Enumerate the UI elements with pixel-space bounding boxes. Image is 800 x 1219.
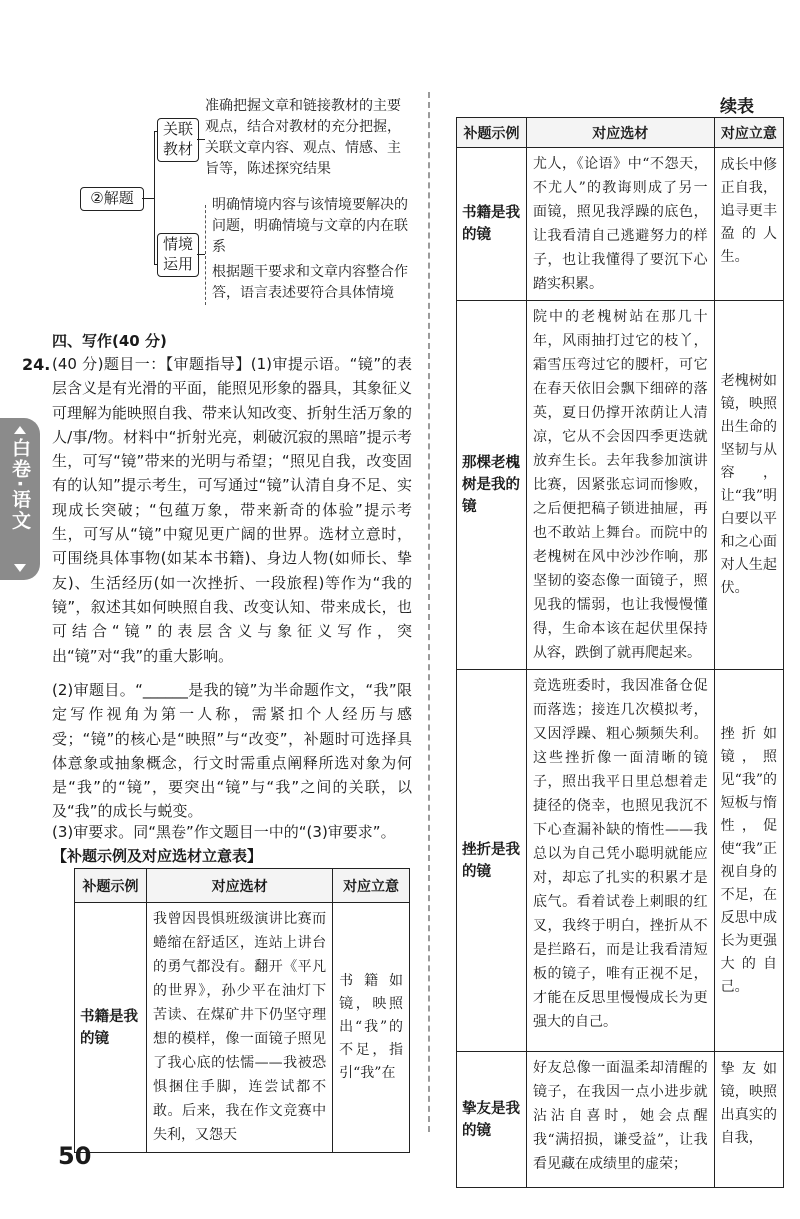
side-tab: [0, 418, 40, 580]
header-material: 对应选材: [526, 118, 714, 148]
table-header-row: [75, 869, 410, 903]
mindmap-dashed-connector: [205, 205, 206, 305]
row-example: 挫折是我的镜: [457, 670, 527, 1052]
branch-label-line: 运用: [162, 255, 193, 273]
row-material: 竞选班委时，我因准备仓促而落选；接连几次模拟考，又因浮躁、粗心频频失利。这些挫折像一面清晰的镜子，照出我平日里总想着走捷径的侥幸，也照见我沉不下心查漏补缺的惰性——我总以为自己凭小聪明就能应对，却忘了扎实的积累才是底气。看着试卷上刺眼的红叉，我终于明白，挫折从不是拦路石，而是让我看清短板的镜子，唯有正视不足，才能在反思里慢慢成长为更强大的自己。: [526, 670, 714, 1052]
page-number: 50: [58, 1142, 92, 1170]
mindmap-connector: [197, 139, 205, 140]
row-material: 院中的老槐树站在那几十年，风雨抽打过它的枝丫，霜雪压弯过它的腰杆，可它在春天依旧会飘下细碎的落英，夏日仍撑开浓荫让人清凉，它从不会因四季更迭就放弃生长。去年我参加演讲比赛，因紧张忘词而惨败，之后便把稿子锁进抽屉，再也不敢站上舞台。而院中的老槐树在风中沙沙作响，那坚韧的姿态像一面镜子，照见我的懦弱，也让我慢慢懂得，生命本该在起伏里保持从容，跌倒了就再爬起来。: [526, 301, 714, 670]
header-theme: 对应立意: [333, 869, 410, 903]
table-row: [457, 670, 784, 1052]
down-arrow-icon: [14, 564, 26, 572]
continued-label: 续表: [720, 97, 754, 117]
table-row: [457, 148, 784, 301]
branch-label-line: 教材: [162, 140, 193, 158]
header-material: 对应选材: [147, 869, 333, 903]
row-theme: 挚友如镜，映照出真实的自我，: [714, 1052, 783, 1188]
section-title: 四、写作(40 分): [52, 332, 167, 350]
table-row: [457, 301, 784, 670]
mindmap-connector: [142, 198, 154, 199]
branch2-text2: 根据题干要求和文章内容整合作答，语言表述要符合具体情境: [212, 264, 408, 301]
row-example: 书籍是我的镜: [457, 148, 527, 301]
row-material: 我曾因畏惧班级演讲比赛而蜷缩在舒适区，连站上讲台的勇气都没有。翻开《平凡的世界》，孙少平在油灯下苦读、在煤矿井下仍坚守理想的模样，像一面镜子照见了我心底的怯懦——我被恐惧捆住手脚，连尝试都不敢。后来，我在作文竞赛中失利，又怨天: [147, 903, 333, 1153]
branch-label-line: 关联: [162, 120, 193, 138]
row-theme: 挫折如镜，照见“我”的短板与惰性，促使“我”正视自身的不足，在反思中成长为更强大的自己。: [714, 670, 783, 1052]
up-arrow-icon: [14, 426, 26, 434]
column-divider: [428, 92, 430, 1132]
header-example: 补题示例: [75, 869, 147, 903]
branch-label-qingjing: [157, 233, 199, 277]
left-table: [74, 868, 410, 1153]
branch1-text: 准确把握文章和链接教材的主要观点，结合对教材的充分把握，关联文章内容、观点、情感、主旨等，陈述探究结果: [205, 98, 401, 177]
table-header-row: [457, 118, 784, 148]
branch-label-guanlian: [157, 118, 199, 162]
right-table: [456, 117, 784, 1188]
row-theme: 成长中修正自我，追寻更丰盈的人生。: [714, 148, 783, 301]
table-row: [457, 1052, 784, 1188]
row-material: 好友总像一面温柔却清醒的镜子，在我因一点小进步就沾沾自喜时，她会点醒我“满招损，谦受益”，让我看见藏在成绩里的虚荣；: [526, 1052, 714, 1188]
side-tab-label: 白卷·语文: [9, 438, 31, 532]
row-example: 书籍是我的镜: [75, 903, 147, 1153]
row-theme: 书籍如镜，映照出“我”的不足，指引“我”在: [333, 903, 410, 1153]
header-example: 补题示例: [457, 118, 527, 148]
row-theme: 老槐树如镜，映照出生命的坚韧与从容，让“我”明白要以平和之心面对人生起伏。: [714, 301, 783, 670]
table-row: [75, 903, 410, 1153]
row-material: 尤人，《论语》中“不怨天，不尤人”的教诲则成了另一面镜，照见我浮躁的底色，让我看清自己逃避努力的样子，也让我懂得了要沉下心踏实积累。: [526, 148, 714, 301]
table-title: 【补题示例及对应选材立意表】: [52, 847, 263, 865]
row-example: 挚友是我的镜: [457, 1052, 527, 1188]
header-theme: 对应立意: [714, 118, 783, 148]
mindmap-connector: [154, 131, 155, 264]
branch-label-line: 情境: [162, 235, 193, 253]
row-example: 那棵老槐树是我的镜: [457, 301, 527, 670]
question-number: 24.: [22, 355, 51, 374]
q24-paragraph-2: (2)审题目。“______是我的镜”为半命题作文，“我”限定写作视角为第一人称，需紧扣个人经历与感受；“镜”的核心是“映照”与“改变”，补题时可选择具体意象或抽象概念，行文时需重点阐释所选对象为何是“我”的“镜”，要突出“镜”与“我”之间的关联，以及“我”的成长与蜕变。: [52, 681, 412, 821]
mindmap-root: ②解题: [80, 187, 144, 211]
q24-paragraph-1: (40 分)题目一：【审题指导】(1)审提示语。“镜”的表层含义是有光滑的平面，能照见形象的器具，其象征义可理解为能映照自我、带来认知改变、折射生活万象的人/事/物。材料中“折射光亮，刺破沉寂的黑暗”提示考生，可写“镜”带来的光明与希望；“照见自我，改变固有的认知”提示考生，可写通过“镜”认清自身不足、实现成长突破；“包蕴万象，带来新奇的体验”提示考生，可写从“镜”中窥见更广阔的世界。选材立意时，可围绕具体事物(如某本书籍)、身边人物(如师长、挚友)、生活经历(如一次挫折、一段旅程)等作为“我的镜”，叙述其如何映照自我、改变认知、带来成长，也可结合“镜”的表层含义与象征义写作，突出“镜”对“我”的重大影响。: [52, 355, 413, 665]
branch2-text1: 明确情境内容与该情境要解决的问题，明确情境与文章的内在联系: [212, 197, 408, 255]
mindmap-connector: [197, 254, 205, 255]
q24-paragraph-3: (3)审要求。同“黑卷”作文题目一中的“(3)审要求”。: [52, 823, 396, 841]
